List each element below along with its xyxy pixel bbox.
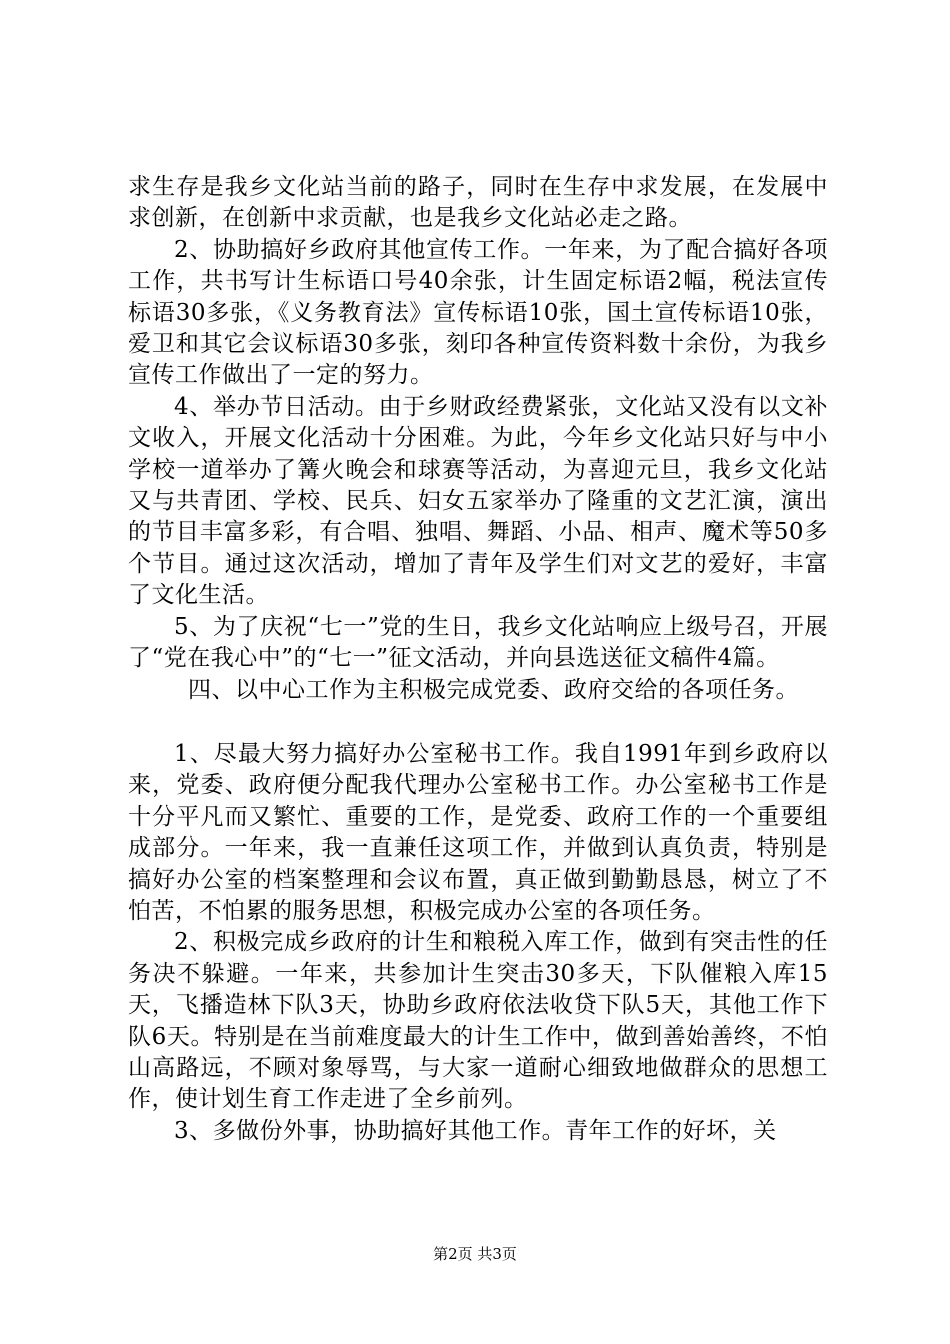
paragraph-item-5-essay: 5、为了庆祝“七一”党的生日，我乡文化站响应上级号召，开展了“党在我心中”的“七一”征文活动，并向县选送征文稿件4篇。 bbox=[128, 613, 828, 672]
section-heading-four: 四、以中心工作为主积极完成党委、政府交给的各项任务。 bbox=[188, 676, 799, 703]
paragraph-item-3-other: 3、多做份外事，协助搞好其他工作。青年工作的好坏，关 bbox=[174, 1117, 777, 1144]
page-footer: 第2页 共3页 bbox=[433, 1245, 517, 1263]
paragraph-item-1-secretary: 1、尽最大努力搞好办公室秘书工作。我自1991年到乡政府以来，党委、政府便分配我代理办公室秘书工作。办公室秘书工作是十分平凡而又繁忙、重要的工作，是党委、政府工作的一个重要组成部分。一年来，我一直兼任这项工作，并做到认真负责，特别是搞好办公室的档案整理和会议布置，真正做到勤勤恳恳，树立了不怕苦，不怕累的服务思想，积极完成办公室的各项任务。 bbox=[128, 740, 828, 924]
paragraph-item-2-tasks: 2、积极完成乡政府的计生和粮税入库工作，做到有突击性的任务决不躲避。一年来，共参加计生突击30多天，下队催粮入库15天，飞播造林下队3天，协助乡政府依法收贷下队5天，其他工作下队6天。特别是在当前难度最大的计生工作中，做到善始善终，不怕山高路远，不顾对象辱骂，与大家一道耐心细致地做群众的思想工作，使计划生育工作走进了全乡前列。 bbox=[128, 929, 828, 1113]
document-body bbox=[128, 172, 828, 1147]
paragraph-item-4-festival: 4、举办节日活动。由于乡财政经费紧张，文化站又没有以文补文收入，开展文化活动十分困难。为此，今年乡文化站只好与中小学校一道举办了篝火晚会和球赛等活动，为喜迎元旦，我乡文化站又与共青团、学校、民兵、妇女五家举办了隆重的文艺汇演，演出的节目丰富多彩，有合唱、独唱、舞蹈、小品、相声、魔术等50多个节目。通过这次活动，增加了青年及学生们对文艺的爱好，丰富了文化生活。 bbox=[128, 393, 828, 609]
paragraph-item-2-publicity: 2、协助搞好乡政府其他宣传工作。一年来，为了配合搞好各项工作，共书写计生标语口号40余张，计生固定标语2幅，税法宣传标语30多张，《义务教育法》宣传标语10张，国土宣传标语10张，爱卫和其它会议标语30多张，刻印各种宣传资料数十余份，为我乡宣传工作做出了一定的努力。 bbox=[128, 236, 828, 389]
paragraph-continuation: 求生存是我乡文化站当前的路子，同时在生存中求发展，在发展中求创新，在创新中求贡献，也是我乡文化站必走之路。 bbox=[128, 174, 828, 232]
